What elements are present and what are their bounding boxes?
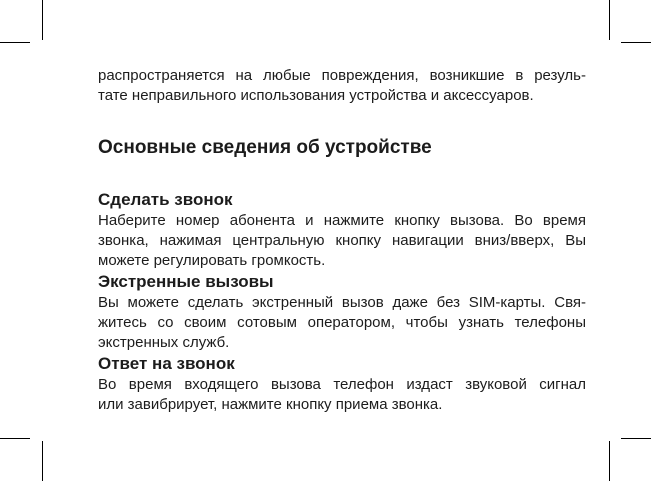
section-paragraph bbox=[98, 211, 586, 271]
text-line: или завибрирует, нажмите кнопку приема звонка. bbox=[98, 396, 443, 413]
section-heading: Экстренные вызовы bbox=[98, 272, 274, 291]
crop-mark bbox=[42, 0, 43, 40]
page-content bbox=[98, 66, 586, 415]
text-line: распространяется на любые повреждения, возникшие в резуль- bbox=[98, 67, 586, 84]
crop-mark bbox=[621, 42, 651, 43]
section-paragraph bbox=[98, 293, 586, 353]
section-heading: Ответ на звонок bbox=[98, 354, 235, 373]
crop-mark bbox=[0, 42, 30, 43]
crop-mark bbox=[609, 441, 610, 481]
crop-mark bbox=[0, 438, 30, 439]
text-line: Вы можете сделать экстренный вызов даже без SIM-карты. Свя- bbox=[98, 294, 586, 311]
page-title: Основные сведения об устройстве bbox=[98, 137, 432, 158]
text-line: тате неправильного использования устройства и аксессуаров. bbox=[98, 87, 534, 104]
text-line: житесь со своим сотовым оператором, чтобы узнать телефоны bbox=[98, 314, 586, 331]
section-heading: Сделать звонок bbox=[98, 190, 233, 209]
crop-mark bbox=[42, 441, 43, 481]
intro-paragraph bbox=[98, 66, 586, 106]
text-line: экстренных служб. bbox=[98, 334, 230, 351]
text-line: звонка, нажимая центральную кнопку навигации вниз/вверх, Вы bbox=[98, 232, 586, 249]
crop-mark bbox=[621, 438, 651, 439]
crop-mark bbox=[609, 0, 610, 40]
text-line: Наберите номер абонента и нажмите кнопку вызова. Во время bbox=[98, 212, 586, 229]
section-paragraph bbox=[98, 375, 586, 415]
text-line: можете регулировать громкость. bbox=[98, 252, 326, 269]
text-line: Во время входящего вызова телефон издаст звуковой сигнал bbox=[98, 376, 586, 393]
